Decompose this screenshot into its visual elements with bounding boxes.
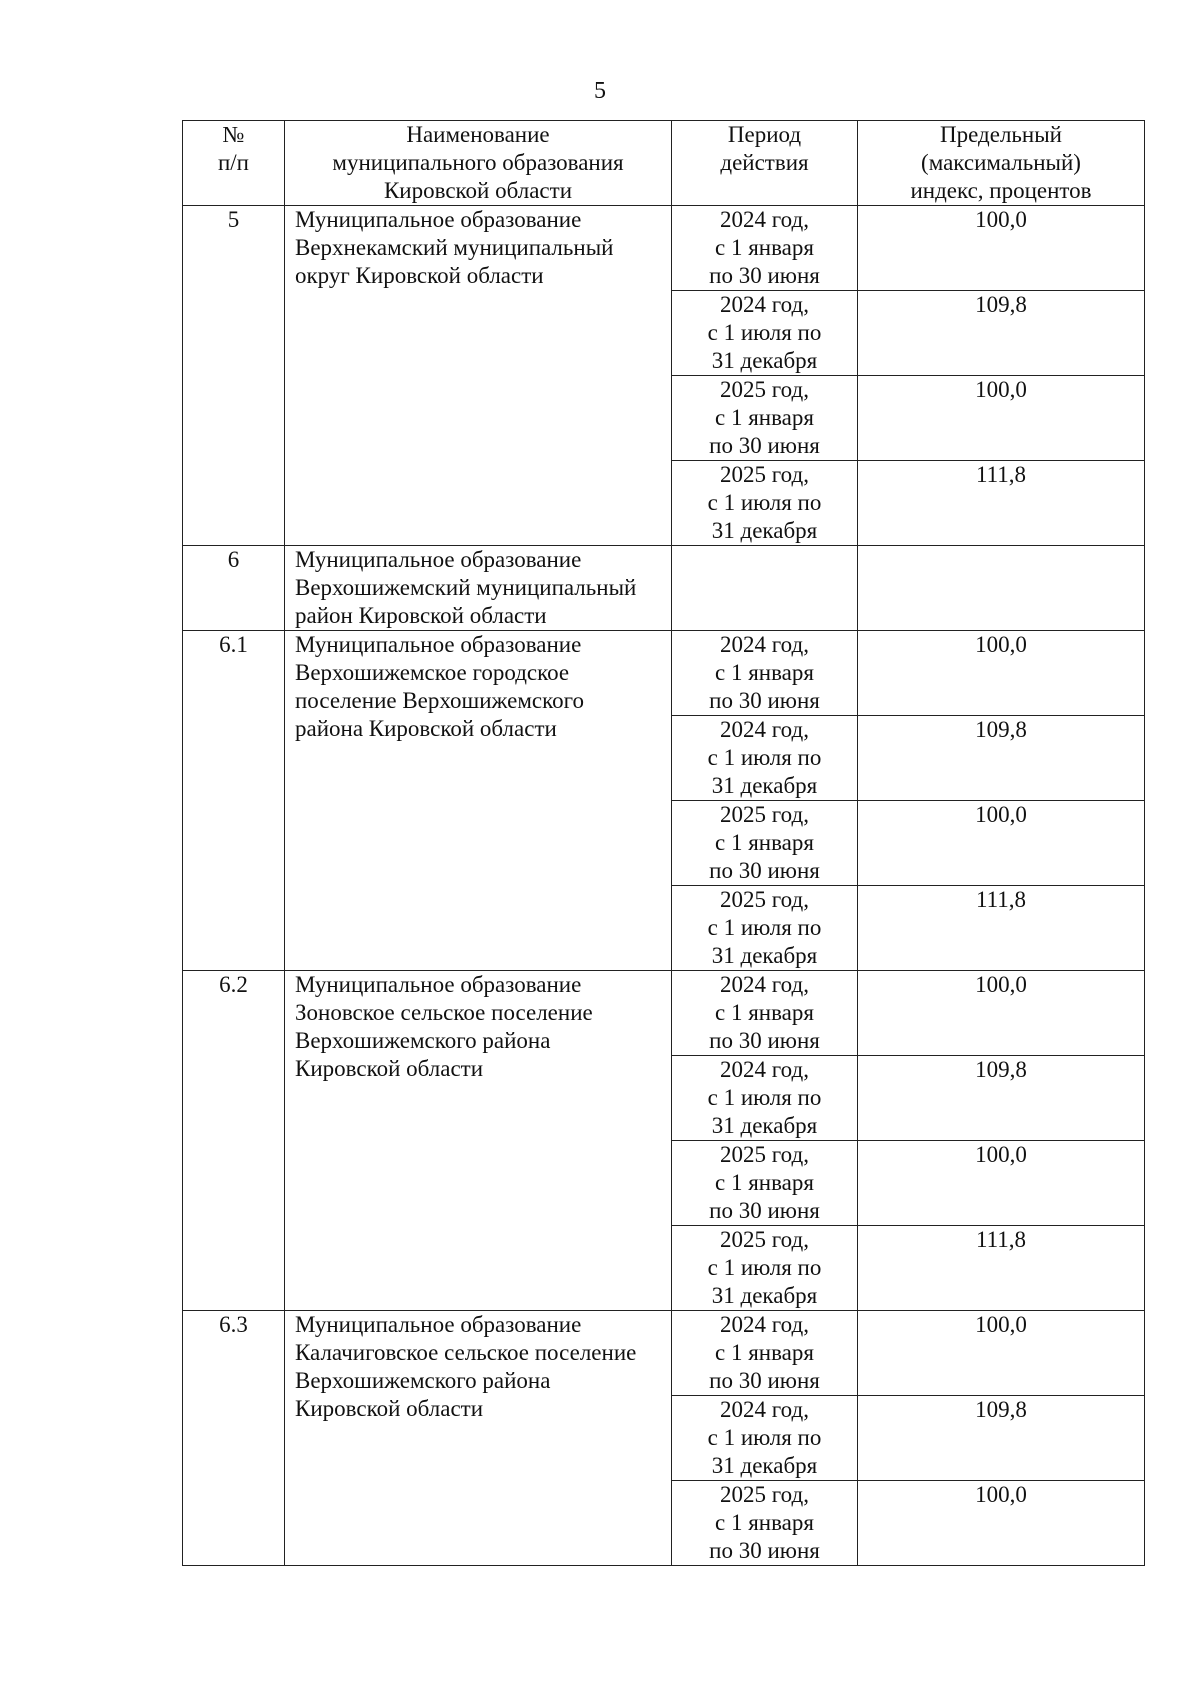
period-line: с 1 января (715, 1510, 814, 1535)
index-cell: 100,0 (858, 801, 1145, 886)
period-line: 2025 год, (720, 1227, 809, 1252)
period-cell (672, 1226, 858, 1311)
period-line: по 30 июня (709, 433, 820, 458)
index-cell (858, 546, 1145, 631)
period-cell (672, 1396, 858, 1481)
header-name-line: Наименование (406, 122, 550, 147)
header-index-line: (максимальный) (921, 150, 1081, 175)
period-line: по 30 июня (709, 858, 820, 883)
table-header-row (183, 121, 1145, 206)
municipality-name-line: Муниципальное образование (295, 972, 582, 997)
index-cell: 111,8 (858, 461, 1145, 546)
header-period (672, 121, 858, 206)
period-line: с 1 января (715, 660, 814, 685)
row-number: 6.1 (183, 631, 285, 971)
period-line: с 1 июля по (707, 1255, 822, 1280)
period-line: 31 декабря (711, 1453, 818, 1478)
period-line: по 30 июня (709, 263, 820, 288)
index-cell: 100,0 (858, 376, 1145, 461)
period-line: по 30 июня (709, 1028, 820, 1053)
index-cell: 100,0 (858, 206, 1145, 291)
index-cell: 100,0 (858, 971, 1145, 1056)
header-period-line: действия (720, 150, 809, 175)
period-line: с 1 июля по (707, 745, 822, 770)
index-cell: 100,0 (858, 1311, 1145, 1396)
period-line: с 1 января (715, 235, 814, 260)
municipality-name-line: Кировской области (295, 1056, 484, 1081)
period-line: с 1 июля по (707, 1085, 822, 1110)
index-cell: 109,8 (858, 1056, 1145, 1141)
index-cell: 100,0 (858, 1141, 1145, 1226)
period-cell (672, 886, 858, 971)
header-num (183, 121, 285, 206)
period-line: с 1 января (715, 405, 814, 430)
period-line: 2025 год, (720, 377, 809, 402)
municipality-name-line: Муниципальное образование (295, 207, 582, 232)
header-name-line: муниципального образования (332, 150, 624, 175)
period-cell (672, 546, 858, 631)
municipality-name (285, 971, 672, 1311)
period-line: 2025 год, (720, 887, 809, 912)
period-cell (672, 1311, 858, 1396)
period-line: 31 декабря (711, 1283, 818, 1308)
row-number: 5 (183, 206, 285, 546)
municipality-name-line: Кировской области (295, 1396, 484, 1421)
municipality-name (285, 1311, 672, 1566)
period-line: 2024 год, (720, 1057, 809, 1082)
period-line: 2024 год, (720, 1397, 809, 1422)
period-line: по 30 июня (709, 1198, 820, 1223)
index-cell: 100,0 (858, 1481, 1145, 1566)
municipality-name-line: района Кировской области (295, 716, 557, 741)
municipality-name-line: Муниципальное образование (295, 632, 582, 657)
period-line: с 1 июля по (707, 915, 822, 940)
period-line: с 1 января (715, 1170, 814, 1195)
index-cell: 109,8 (858, 1396, 1145, 1481)
period-cell (672, 291, 858, 376)
municipality-name-line: Верхошижемское городское (295, 660, 570, 685)
period-cell (672, 1481, 858, 1566)
period-line: 2025 год, (720, 1142, 809, 1167)
period-cell (672, 376, 858, 461)
period-line: 31 декабря (711, 348, 818, 373)
header-name-line: Кировской области (383, 178, 573, 203)
period-line: 2024 год, (720, 717, 809, 742)
period-line: с 1 июля по (707, 320, 822, 345)
table-row (183, 1311, 1145, 1396)
period-line: 2024 год, (720, 972, 809, 997)
header-num-line: п/п (217, 150, 249, 175)
municipality-name-line: Верхошижемского района (295, 1368, 551, 1393)
period-line: с 1 января (715, 1000, 814, 1025)
period-line: 2024 год, (720, 207, 809, 232)
municipality-name-line: Зоновское сельское поселение (295, 1000, 593, 1025)
period-line: по 30 июня (709, 1538, 820, 1563)
header-period-line: Период (727, 122, 802, 147)
header-index-line: индекс, процентов (910, 178, 1092, 203)
index-cell: 100,0 (858, 631, 1145, 716)
period-line: 2024 год, (720, 632, 809, 657)
period-cell (672, 1141, 858, 1226)
header-name (285, 121, 672, 206)
period-line: по 30 июня (709, 1368, 820, 1393)
municipality-name (285, 631, 672, 971)
period-line: с 1 июля по (707, 490, 822, 515)
municipality-name (285, 206, 672, 546)
page-number: 5 (594, 78, 606, 104)
period-cell (672, 206, 858, 291)
period-cell (672, 971, 858, 1056)
municipality-name-line: Верхнекамский муниципальный (295, 235, 614, 260)
row-number: 6 (183, 546, 285, 631)
row-number: 6.3 (183, 1311, 285, 1566)
period-line: 31 декабря (711, 943, 818, 968)
municipality-name (285, 546, 672, 631)
table-row (183, 631, 1145, 716)
municipality-name-line: Верхошижемского района (295, 1028, 551, 1053)
table-row (183, 206, 1145, 291)
period-line: 2024 год, (720, 292, 809, 317)
period-cell (672, 716, 858, 801)
period-line: 31 декабря (711, 518, 818, 543)
period-line: по 30 июня (709, 688, 820, 713)
index-table (182, 120, 1145, 1566)
municipality-name-line: округ Кировской области (295, 263, 544, 288)
municipality-name-line: Верхошижемский муниципальный (295, 575, 637, 600)
municipality-name-line: Муниципальное образование (295, 1312, 582, 1337)
period-line: 2024 год, (720, 1312, 809, 1337)
municipality-name-line: поселение Верхошижемского (295, 688, 584, 713)
header-index-line: Предельный (940, 122, 1062, 147)
municipality-name-line: район Кировской области (295, 603, 547, 628)
period-line: с 1 января (715, 1340, 814, 1365)
period-cell (672, 801, 858, 886)
table-body (183, 206, 1145, 1566)
municipality-name-line: Калачиговское сельское поселение (295, 1340, 637, 1365)
header-index (858, 121, 1145, 206)
period-line: 31 декабря (711, 773, 818, 798)
period-line: с 1 июля по (707, 1425, 822, 1450)
table-row (183, 546, 1145, 631)
period-line: 2025 год, (720, 1482, 809, 1507)
period-line: 2025 год, (720, 462, 809, 487)
index-cell: 109,8 (858, 291, 1145, 376)
index-cell: 111,8 (858, 886, 1145, 971)
table-row (183, 971, 1145, 1056)
period-line: с 1 января (715, 830, 814, 855)
index-cell: 109,8 (858, 716, 1145, 801)
period-cell (672, 631, 858, 716)
header-num-line: № (222, 122, 245, 147)
municipality-name-line: Муниципальное образование (295, 547, 582, 572)
period-line: 31 декабря (711, 1113, 818, 1138)
period-cell (672, 461, 858, 546)
row-number: 6.2 (183, 971, 285, 1311)
period-line: 2025 год, (720, 802, 809, 827)
period-cell (672, 1056, 858, 1141)
index-cell: 111,8 (858, 1226, 1145, 1311)
